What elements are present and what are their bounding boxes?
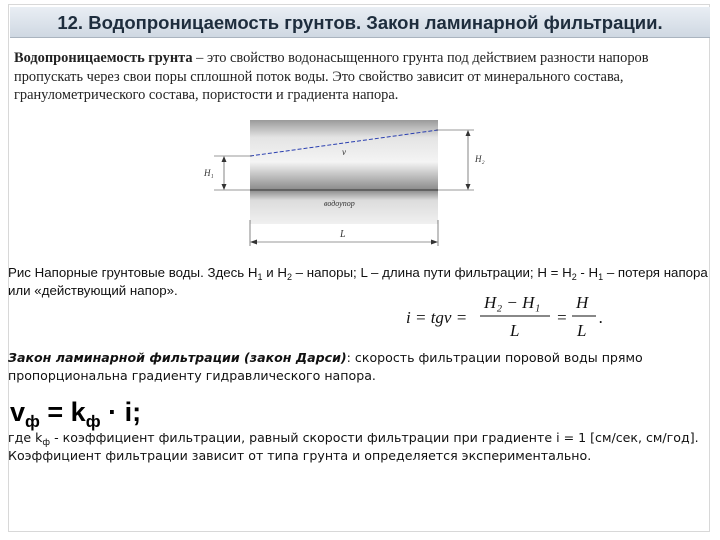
darcy-formula-part: · i;: [100, 397, 142, 427]
h1-label: H₁: [204, 168, 214, 178]
artesian-water-diagram: [196, 112, 516, 260]
length-arrow-left: [250, 240, 257, 245]
h1-arrow-up: [222, 156, 227, 162]
caption-subscript: 1: [598, 272, 604, 282]
length-label: L: [340, 229, 346, 240]
darcy-formula-part: v: [10, 397, 26, 427]
caption-text: – потеря напора или «действующий напор».: [8, 265, 708, 298]
gradient-formula-equals: =: [556, 308, 568, 327]
gradient-formula-denominator-2: L: [577, 321, 587, 340]
caption-text: и H: [262, 265, 287, 280]
intro-term: Водопроницаемость грунта: [14, 50, 193, 66]
caption-subscript: 2: [571, 272, 577, 282]
darcy-law-text: : скорость фильтрации поровой воды прямо пропорциональна градиенту гидравлического напора.: [8, 350, 643, 383]
darcy-formula-subscript: ф: [25, 412, 40, 431]
caption-text: – напоры; L – длина пути фильтрации; H = H: [291, 265, 572, 280]
darcy-formula: [10, 394, 141, 430]
h2-arrow-down: [466, 184, 471, 190]
gradient-formula-numerator-1: H₂ − H₁: [484, 293, 541, 312]
intro-text: – это свойство водонасыщенного грунта под действием разности напоров пропускать через свои поры сплошной поток воды. Это свойство зависит от минерального состава, гранулометрического состава, пористости и градиента напора.: [14, 50, 649, 103]
explanation-text: - коэффициент фильтрации, равный скорости фильтрации при градиенте i = 1 [см/сек, см/год]. Коэффициент фильтрации зависит от типа грунта и определяется экспериментально.: [8, 430, 699, 463]
gradient-formula-denominator-1: L: [510, 321, 520, 340]
explanation-subscript: ф: [42, 438, 51, 448]
coefficient-explanation: [8, 429, 712, 465]
length-arrow-right: [431, 240, 438, 245]
aquitard-label: водоупор: [324, 199, 355, 208]
caption-subscript: 2: [286, 272, 292, 282]
darcy-law-title: Закон ламинарной фильтрации (закон Дарси): [8, 350, 347, 365]
caption-subscript: 1: [257, 272, 263, 282]
h2-arrow-up: [466, 130, 471, 136]
gradient-formula-lhs: i = tgv =: [406, 308, 468, 327]
gradient-formula-numerator-2: H: [576, 293, 589, 312]
h2-label: H₂: [475, 154, 485, 164]
explanation-text: где k: [8, 430, 43, 445]
darcy-law-statement: [8, 349, 712, 385]
gradient-formula-period: .: [599, 308, 604, 327]
intro-paragraph: [14, 49, 704, 105]
caption-text: - H: [576, 265, 599, 280]
darcy-formula-subscript: ф: [85, 412, 101, 431]
slide-title: 12. Водопроницаемость грунтов. Закон ламинарной фильтрации.: [57, 12, 663, 33]
caption-text: Рис Напорные грунтовые воды. Здесь H: [8, 265, 258, 280]
title-bar: [10, 7, 710, 38]
darcy-formula-part: = k: [39, 397, 86, 427]
velocity-label: v: [342, 147, 346, 157]
h1-arrow-down: [222, 184, 227, 190]
gradient-formula: [398, 286, 718, 346]
